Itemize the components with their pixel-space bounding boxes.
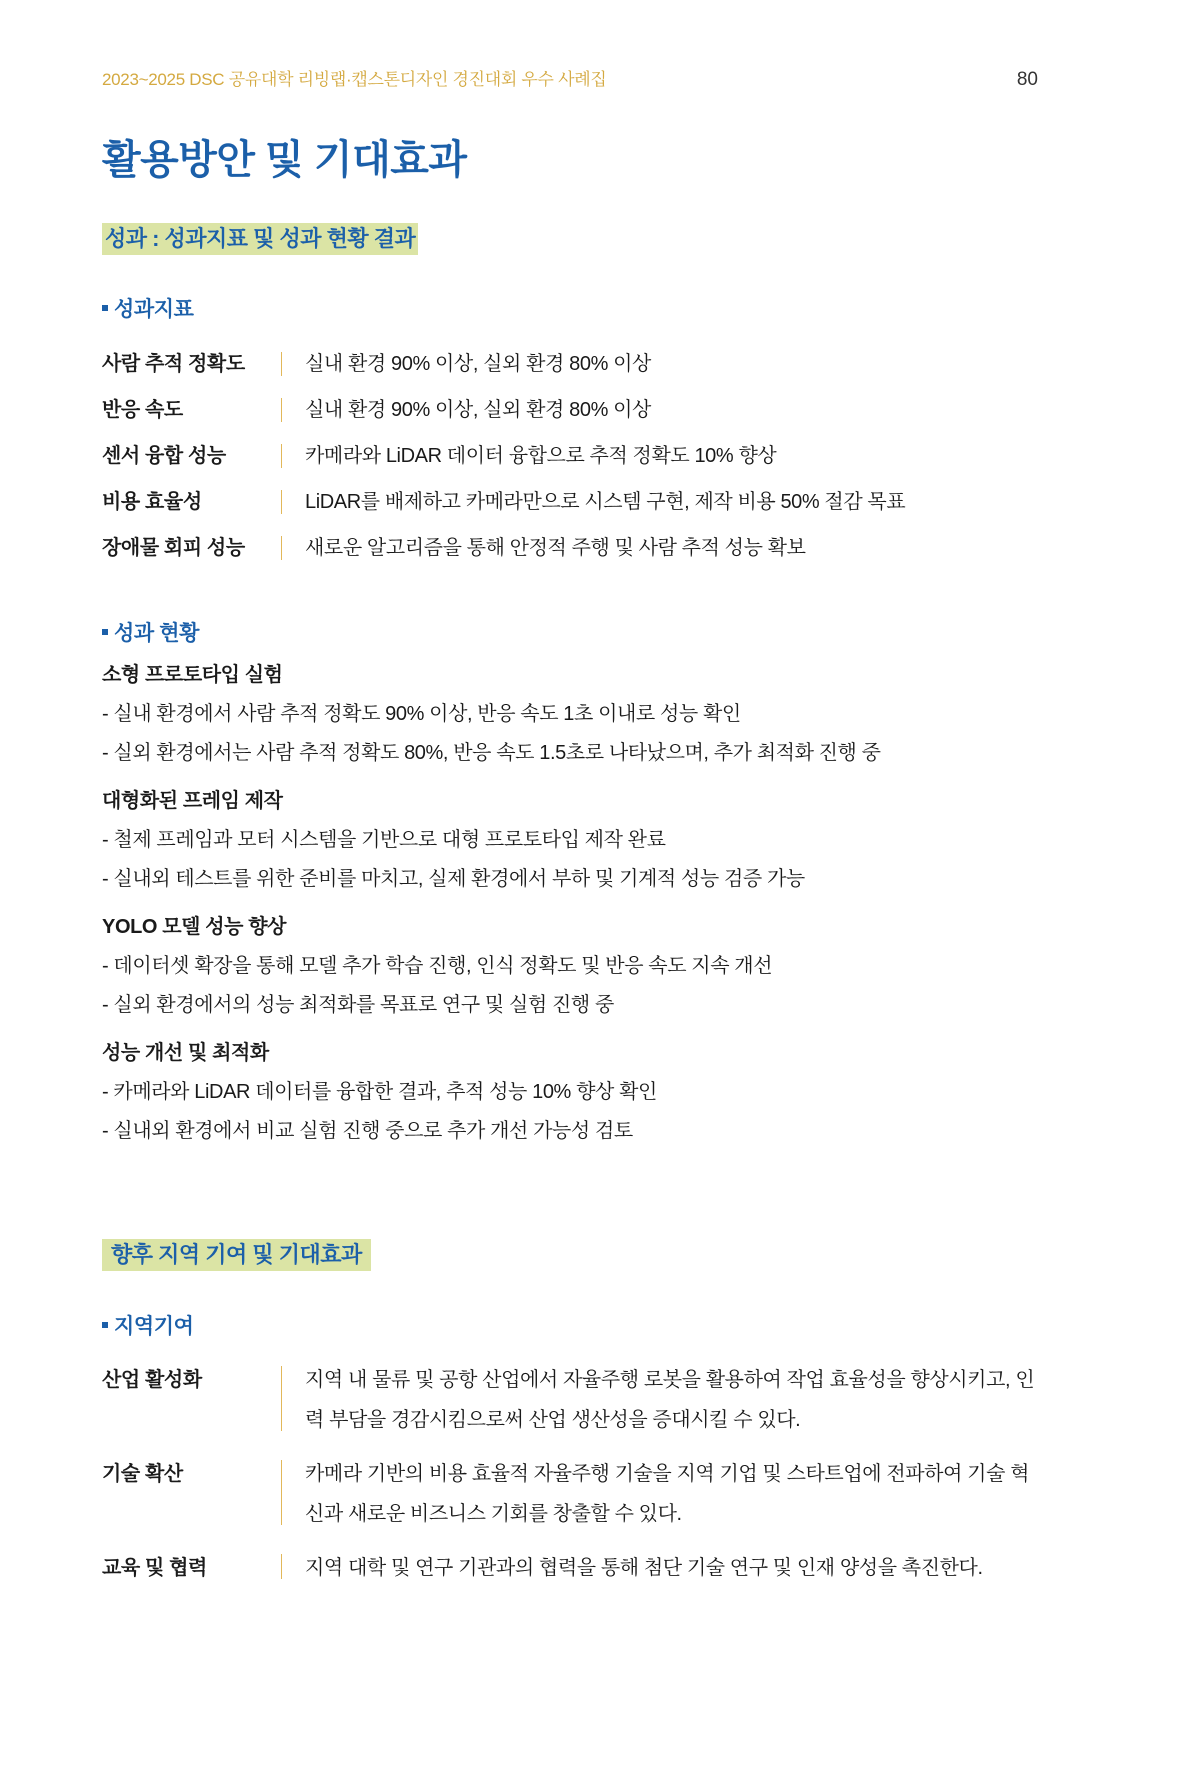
contribution-value: 지역 대학 및 연구 기관과의 협력을 통해 첨단 기술 연구 및 인재 양성을 촉진한다. [281, 1548, 1041, 1588]
status-group-title: 대형화된 프레임 제작 [102, 790, 283, 812]
indicator-label: 비용 효율성 [102, 491, 202, 513]
indicator-row [102, 441, 1042, 487]
status-item: - 실내 환경에서 사람 추적 정확도 90% 이상, 반응 속도 1초 이내로 성능 확인 [102, 703, 741, 725]
indicator-label: 장애물 회피 성능 [102, 537, 245, 559]
indicator-value: 실내 환경 90% 이상, 실외 환경 80% 이상 [281, 395, 1041, 425]
section-heading-performance: 성과 : 성과지표 및 성과 현황 결과 [102, 223, 418, 255]
indicator-value: 카메라와 LiDAR 데이터 융합으로 추적 정확도 10% 향상 [281, 441, 1041, 471]
status-list [102, 655, 1042, 1159]
page-number: 80 [1016, 69, 1038, 90]
status-item: - 데이터셋 확장을 통해 모델 추가 학습 진행, 인식 정확도 및 반응 속도 지속 개선 [102, 955, 773, 977]
subheading-status [102, 620, 199, 648]
indicator-label: 반응 속도 [102, 399, 183, 421]
status-item: - 실외 환경에서는 사람 추적 정확도 80%, 반응 속도 1.5초로 나타났으며, 추가 최적화 진행 중 [102, 742, 881, 764]
section-heading-future: 향후 지역 기여 및 기대효과 [102, 1239, 371, 1271]
indicator-row [102, 487, 1042, 533]
indicator-label: 센서 융합 성능 [102, 445, 226, 467]
contribution-label: 교육 및 협력 [102, 1557, 207, 1579]
bullet-square-icon [102, 1322, 108, 1328]
contribution-row [102, 1548, 1042, 1588]
contribution-row [102, 1360, 1042, 1440]
indicator-row [102, 395, 1042, 441]
status-item: - 카메라와 LiDAR 데이터를 융합한 결과, 추적 성능 10% 향상 확인 [102, 1081, 657, 1103]
indicator-label: 사람 추적 정확도 [102, 353, 245, 375]
contribution-row [102, 1454, 1042, 1534]
subheading-indicators-label: 성과지표 [114, 298, 194, 321]
status-item: - 실내외 테스트를 위한 준비를 마치고, 실제 환경에서 부하 및 기계적 성능 검증 가능 [102, 868, 805, 890]
running-title: 2023~2025 DSC 공유대학 리빙랩·캡스톤디자인 경진대회 우수 사례집 [102, 70, 607, 89]
contribution-label: 기술 확산 [102, 1463, 183, 1485]
indicator-value: 실내 환경 90% 이상, 실외 환경 80% 이상 [281, 349, 1041, 379]
indicator-row [102, 533, 1042, 579]
indicator-value: 새로운 알고리즘을 통해 안정적 주행 및 사람 추적 성능 확보 [281, 533, 1041, 563]
subheading-contribution [102, 1313, 194, 1341]
bullet-square-icon [102, 629, 108, 635]
status-group [102, 907, 1042, 1025]
subheading-indicators [102, 296, 194, 324]
indicators-table [102, 349, 1042, 579]
status-group [102, 781, 1042, 899]
status-item: - 철제 프레임과 모터 시스템을 기반으로 대형 프로토타입 제작 완료 [102, 829, 666, 851]
contribution-value: 카메라 기반의 비용 효율적 자율주행 기술을 지역 기업 및 스타트업에 전파하여 기술 혁신과 새로운 비즈니스 기회를 창출할 수 있다. [281, 1454, 1041, 1534]
status-item: - 실외 환경에서의 성능 최적화를 목표로 연구 및 실험 진행 중 [102, 994, 614, 1016]
indicator-value: LiDAR를 배제하고 카메라만으로 시스템 구현, 제작 비용 50% 절감 목표 [281, 487, 1041, 517]
contribution-table [102, 1360, 1042, 1602]
subheading-status-label: 성과 현황 [114, 622, 199, 645]
status-group-title: 소형 프로토타입 실험 [102, 664, 283, 686]
subheading-contribution-label: 지역기여 [114, 1315, 194, 1338]
page-title: 활용방안 및 기대효과 [102, 138, 467, 182]
indicator-row [102, 349, 1042, 395]
contribution-value: 지역 내 물류 및 공항 산업에서 자율주행 로봇을 활용하여 작업 효율성을 향상시키고, 인력 부담을 경감시킴으로써 산업 생산성을 증대시킬 수 있다. [281, 1360, 1041, 1440]
status-group [102, 1033, 1042, 1151]
status-group-title: YOLO 모델 성능 향상 [102, 916, 287, 938]
status-group [102, 655, 1042, 773]
contribution-label: 산업 활성화 [102, 1369, 202, 1391]
bullet-square-icon [102, 305, 108, 311]
status-item: - 실내외 환경에서 비교 실험 진행 중으로 추가 개선 가능성 검토 [102, 1120, 633, 1142]
status-group-title: 성능 개선 및 최적화 [102, 1042, 269, 1064]
